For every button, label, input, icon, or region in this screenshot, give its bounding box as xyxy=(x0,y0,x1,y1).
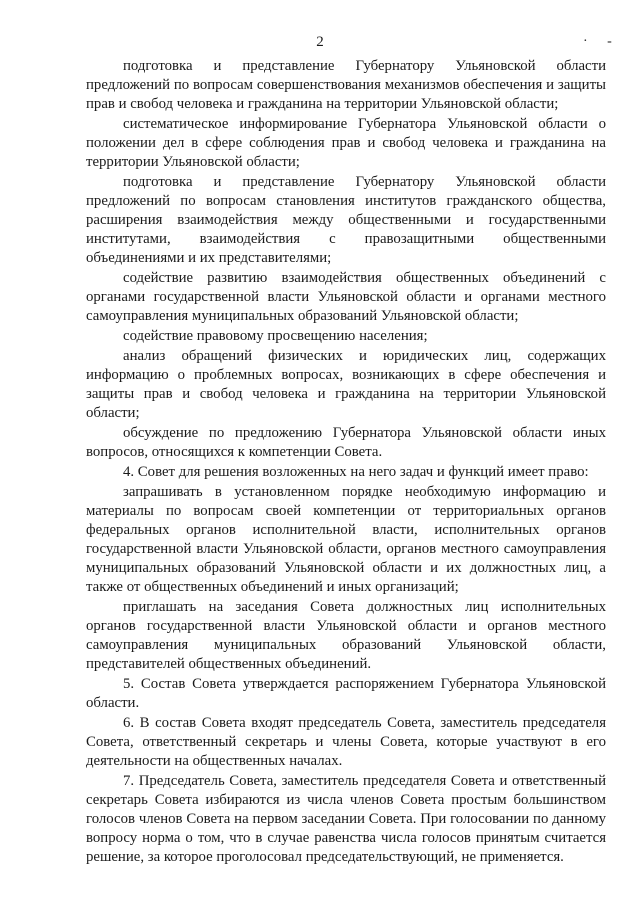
paragraph-invite-officials: приглашать на заседания Совета должностных лиц исполнительных органов государственной власти Ульяновской области и органов местного самоуправления муниципальных образований Ульяновской области, представителей общественных объединений. xyxy=(86,599,606,672)
paragraph-legal-education: содействие правовому просвещению населения; xyxy=(123,328,428,344)
paragraph-section-6: 6. В состав Совета входят председатель Совета, заместитель председателя Совета, ответственный секретарь и члены Совета, которые участвуют в его деятельности на общественных началах. xyxy=(86,715,606,769)
paragraph-other-questions: обсуждение по предложению Губернатора Ульяновской области иных вопросов, относящихся к компетенции Совета. xyxy=(86,425,606,460)
page-marks: · - xyxy=(583,34,620,49)
paragraph-informing-governor: систематическое информирование Губернатора Ульяновской области о положении дел в сфере соблюдения прав и свобод человека и гражданина на территории Ульяновской области; xyxy=(86,116,606,170)
paragraph-section-4: 4. Совет для решения возложенных на него задач и функций имеет право: xyxy=(123,464,589,480)
paragraph-request-info: запрашивать в установленном порядке необходимую информацию и материалы по вопросам своей компетенции от территориальных органов федеральных органов исполнительной власти, исполнительных органов государственной власти Ульяновской области, органов местного самоуправления муниципальных образований Ульяновской области и их должностных лиц, а также от общественных объединений и иных организаций; xyxy=(86,484,606,595)
paragraph-section-7: 7. Председатель Совета, заместитель председателя Совета и ответственный секретарь Совета избираются из числа членов Совета простым большинством голосов членов Совета на первом заседании Совета. При голосовании по данному вопросу норма о том, что в случае равенства числа голосов принятым считается решение, за которое проголосовал председательствующий, не применяется. xyxy=(86,773,606,865)
paragraph-civil-society: подготовка и представление Губернатору Ульяновской области предложений по вопросам становления институтов гражданского общества, расширения взаимодействия между общественными и государственными институтами, взаимодействия с правозащитными общественными объединениями и их представителями; xyxy=(86,174,606,266)
document-body xyxy=(86,57,606,867)
paragraph-cooperation: содействие развитию взаимодействия общественных объединений с органами государственной власти Ульяновской области и органами местного самоуправления муниципальных образований Ульяновской области; xyxy=(86,270,606,324)
paragraph-proposals-rights: подготовка и представление Губернатору Ульяновской области предложений по вопросам совершенствования механизмов обеспечения и защиты прав и свобод человека и гражданина на территории Ульяновской области; xyxy=(86,58,606,112)
page-number: 2 xyxy=(316,34,324,50)
paragraph-section-5: 5. Состав Совета утверждается распоряжением Губернатора Ульяновской области. xyxy=(86,676,606,711)
paragraph-appeals-analysis: анализ обращений физических и юридических лиц, содержащих информацию о проблемных вопросах, возникающих в сфере обеспечения и защиты прав и свобод человека и гражданина на территории Ульяновской области; xyxy=(86,348,606,421)
